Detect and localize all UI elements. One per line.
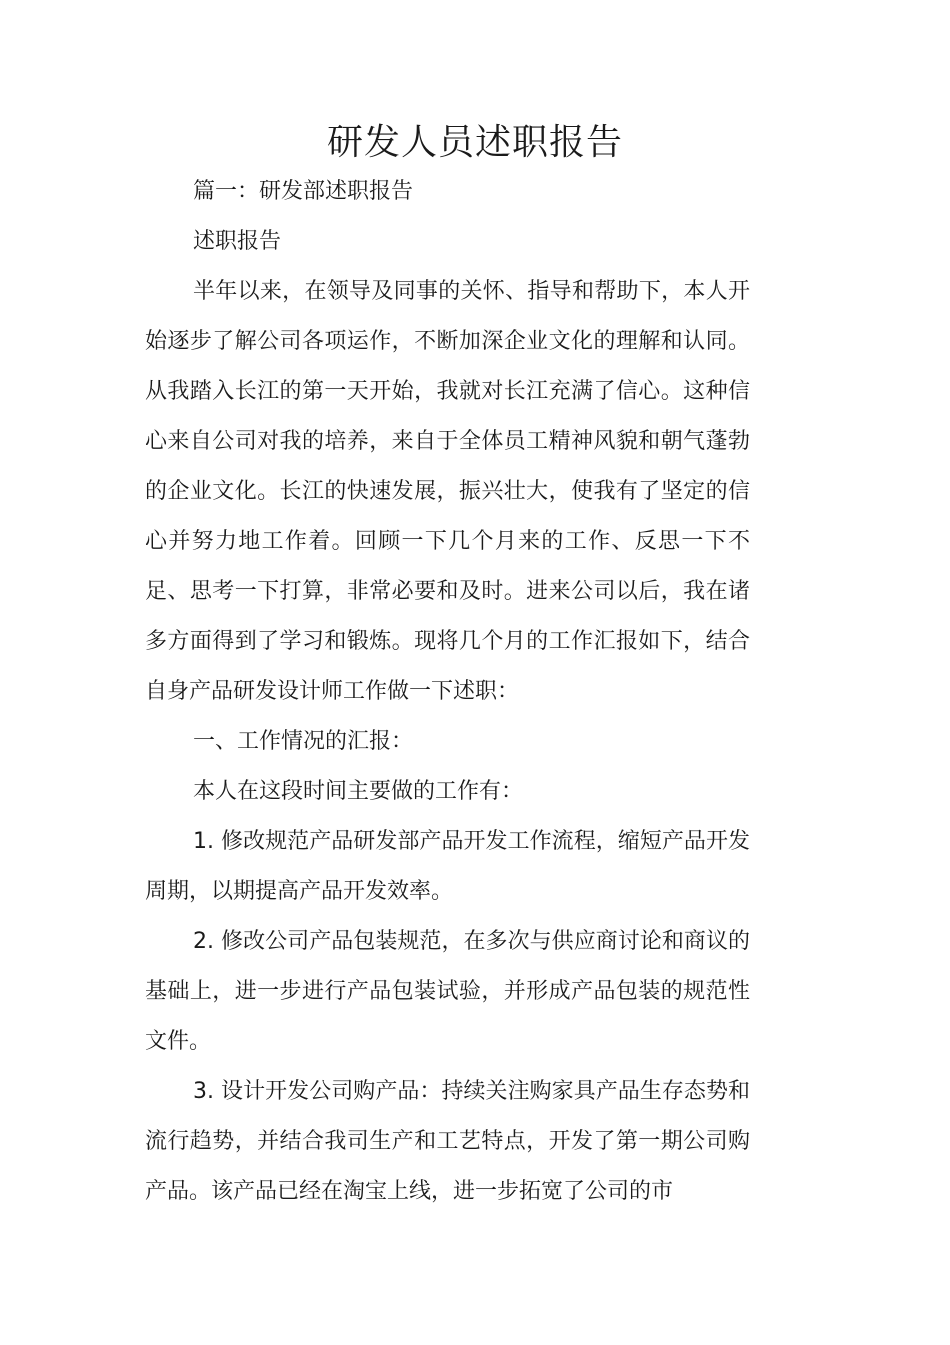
section-heading: 篇一：研发部述职报告 — [193, 179, 414, 204]
work-list-intro: 本人在这段时间主要做的工作有： — [193, 779, 524, 804]
document-title: 研发人员述职报告 — [326, 122, 623, 163]
intro-paragraph: 半年以来，在领导及同事的关怀、指导和帮助下，本人开始逐步了解公司各项运作，不断加深企业文化的理解和认同。从我踏入长江的第一天开始，我就对长江充满了信心。这种信心来自公司对我的培养，来自于全体员工精神风貌和朝气蓬勃的企业文化。长江的快速发展，振兴壮大，使我有了坚定的信心并努力地工作着。回顾一下几个月来的工作、反思一下不足、思考一下打算，非常必要和及时。进来公司以后，我在诸多方面得到了学习和锻炼。现将几个月的工作汇报如下，结合自身产品研发设计师工作做一下述职： — [145, 279, 750, 704]
work-item-1: 1. 修改规范产品研发部产品开发工作流程，缩短产品开发周期，以期提高产品开发效率。 — [145, 829, 750, 904]
work-summary-heading: 一、工作情况的汇报： — [193, 729, 414, 754]
work-item-2: 2. 修改公司产品包装规范，在多次与供应商讨论和商议的基础上，进一步进行产品包装试验，并形成产品包装的规范性文件。 — [145, 929, 750, 1054]
document-body — [145, 167, 750, 1217]
report-subtitle: 述职报告 — [193, 229, 282, 254]
work-item-3: 3. 设计开发公司购产品：持续关注购家具产品生存态势和流行趋势，并结合我司生产和工艺特点，开发了第一期公司购产品。该产品已经在淘宝上线，进一步拓宽了公司的市 — [145, 1079, 750, 1204]
